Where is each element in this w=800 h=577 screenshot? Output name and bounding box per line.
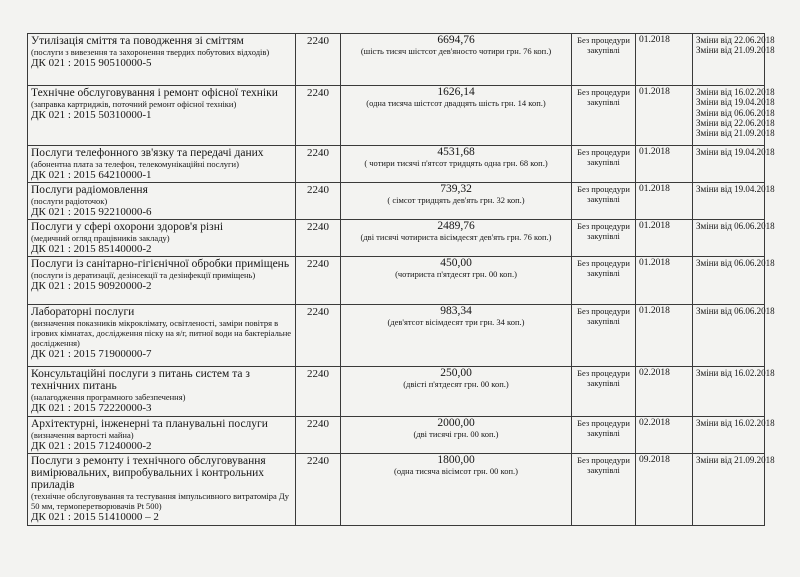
start-cell [636, 454, 693, 526]
dk-code: ДК 021 : 2015 71240000-2 [31, 440, 152, 452]
change-date: Зміни від 21.09.2018 [696, 455, 775, 465]
kekv-cell [296, 257, 341, 305]
amount-cell [341, 367, 572, 417]
service-name: Послуги з ремонту і технічного обслуговування вимірювальних, випробувальних і контрольних приладів [31, 455, 266, 491]
kekv-code: 2240 [307, 87, 329, 99]
amount-in-words: (дев'ятсот вісімдесят три грн. 34 коп.) [387, 317, 525, 327]
start-date: 01.2018 [639, 184, 670, 194]
service-name: Послуги телефонного зв'язку та передачі даних [31, 147, 264, 159]
service-cell [28, 367, 296, 417]
amount-in-words: (одна тисяча вісімсот грн. 00 коп.) [394, 466, 518, 476]
table-row [28, 146, 765, 183]
procedure-cell [572, 220, 636, 257]
service-name: Лабораторні послуги [31, 306, 135, 318]
amount-in-words: ( сімсот тридцять дев'ять грн. 32 коп.) [387, 195, 525, 205]
amount-value: 1800,00 [437, 454, 475, 466]
service-cell [28, 34, 296, 86]
changes-cell [693, 34, 775, 86]
kekv-cell [296, 305, 341, 367]
amount-value: 983,34 [440, 305, 472, 317]
amount-cell [341, 86, 572, 146]
procedure-type: Без процедури закупівлі [577, 306, 630, 326]
amount-value: 6694,76 [437, 34, 475, 46]
change-date: Зміни від 21.09.2018 [696, 128, 775, 139]
procedure-type: Без процедури закупівлі [577, 184, 630, 204]
kekv-code: 2240 [307, 306, 329, 318]
amount-cell [341, 146, 572, 183]
service-note: (визначення показників мікроклімату, освітленості, заміри повітря в ігрових кімнатах, дослідження піску на я/г, питної води на бактеріальне дослідження) [31, 318, 292, 348]
service-note: (послуги радіоточок) [31, 196, 108, 206]
changes-cell [693, 305, 775, 367]
dk-code: ДК 021 : 2015 92210000-6 [31, 206, 152, 218]
amount-value: 2000,00 [437, 417, 475, 429]
dk-code: ДК 021 : 2015 50310000-1 [31, 109, 152, 121]
service-note: (заправка картриджів, поточний ремонт офісної техніки) [31, 99, 237, 109]
changes-cell [693, 146, 775, 183]
amount-cell [341, 305, 572, 367]
procedure-type: Без процедури закупівлі [577, 147, 630, 167]
service-name: Послуги радіомовлення [31, 184, 148, 196]
changes-cell [693, 367, 775, 417]
changes-cell [693, 257, 775, 305]
change-date: Зміни від 19.04.2018 [696, 97, 775, 108]
kekv-cell [296, 146, 341, 183]
table-row [28, 454, 765, 526]
service-cell [28, 454, 296, 526]
procedure-type: Без процедури закупівлі [577, 87, 630, 107]
service-cell [28, 220, 296, 257]
start-cell [636, 86, 693, 146]
table-row [28, 220, 765, 257]
amount-in-words: (одна тисяча шістсот двадцять шість грн. 14 коп.) [366, 98, 546, 108]
procedure-type: Без процедури закупівлі [577, 418, 630, 438]
amount-cell [341, 34, 572, 86]
change-date: Зміни від 16.02.2018 [696, 368, 775, 378]
start-cell [636, 146, 693, 183]
table-row [28, 367, 765, 417]
change-date: Зміни від 06.06.2018 [696, 107, 775, 118]
amount-in-words: (дві тисячі грн. 00 коп.) [413, 429, 499, 439]
dk-code: ДК 021 : 2015 85140000-2 [31, 243, 152, 255]
change-date: Зміни від 22.06.2018 [696, 35, 775, 45]
change-date: Зміни від 06.06.2018 [696, 221, 775, 231]
start-cell [636, 220, 693, 257]
service-name: Технічне обслуговування і ремонт офісної техніки [31, 87, 278, 99]
dk-code: ДК 021 : 2015 72220000-3 [31, 402, 152, 414]
procedure-type: Без процедури закупівлі [577, 455, 630, 475]
procedure-cell [572, 305, 636, 367]
start-cell [636, 305, 693, 367]
changes-cell [693, 454, 775, 526]
kekv-code: 2240 [307, 368, 329, 380]
change-date: Зміни від 22.06.2018 [696, 117, 775, 128]
kekv-cell [296, 367, 341, 417]
service-cell [28, 417, 296, 454]
table-row [28, 183, 765, 220]
start-date: 02.2018 [639, 418, 670, 428]
start-date: 01.2018 [639, 35, 670, 45]
procedure-cell [572, 454, 636, 526]
change-date: Зміни від 06.06.2018 [696, 306, 775, 316]
service-note: (абонентна плата за телефон, телекомунікаційні послуги) [31, 159, 239, 169]
start-date: 01.2018 [639, 306, 670, 316]
service-note: (налагодження програмного забезпечення) [31, 392, 186, 402]
amount-cell [341, 183, 572, 220]
kekv-cell [296, 417, 341, 454]
table-row [28, 34, 765, 86]
dk-code: ДК 021 : 2015 90920000-2 [31, 280, 152, 292]
start-date: 01.2018 [639, 258, 670, 268]
amount-in-words: (чотириста п'ятдесят грн. 00 коп.) [395, 269, 517, 279]
start-date: 02.2018 [639, 368, 670, 378]
amount-in-words: ( чотири тисячі п'ятсот тридцять одна грн. 68 коп.) [364, 158, 548, 168]
procedure-type: Без процедури закупівлі [577, 368, 630, 388]
kekv-code: 2240 [307, 147, 329, 159]
start-date: 01.2018 [639, 87, 670, 97]
procedure-cell [572, 34, 636, 86]
table-row [28, 257, 765, 305]
change-date: Зміни від 16.02.2018 [696, 87, 775, 97]
amount-cell [341, 454, 572, 526]
amount-value: 2489,76 [437, 220, 475, 232]
start-date: 01.2018 [639, 221, 670, 231]
start-cell [636, 417, 693, 454]
kekv-code: 2240 [307, 184, 329, 196]
kekv-cell [296, 454, 341, 526]
changes-cell [693, 183, 775, 220]
dk-code: ДК 021 : 2015 71900000-7 [31, 348, 152, 360]
procedure-cell [572, 183, 636, 220]
kekv-code: 2240 [307, 455, 329, 467]
start-date: 09.2018 [639, 455, 670, 465]
procedure-type: Без процедури закупівлі [577, 35, 630, 55]
kekv-code: 2240 [307, 221, 329, 233]
kekv-code: 2240 [307, 258, 329, 270]
start-cell [636, 183, 693, 220]
change-date: Зміни від 19.04.2018 [696, 184, 775, 194]
service-cell [28, 86, 296, 146]
amount-value: 450,00 [440, 257, 472, 269]
table-row [28, 417, 765, 454]
kekv-cell [296, 220, 341, 257]
service-note: (технічне обслуговування та тестування імпульсивного витратоміра Ду 50 мм, термоперетворювачів Pt 500) [31, 491, 289, 511]
service-note: (послуги з вивезення та захоронення твердих побутових відходів) [31, 47, 270, 57]
amount-in-words: (шість тисяч шістсот дев'яносто чотири грн. 76 коп.) [360, 46, 552, 56]
amount-value: 1626,14 [437, 86, 475, 98]
change-date: Зміни від 21.09.2018 [696, 45, 775, 56]
kekv-cell [296, 34, 341, 86]
service-name: Утилізація сміття та поводження зі сміттям [31, 35, 244, 47]
changes-cell [693, 220, 775, 257]
service-name: Послуги у сфері охорони здоров'я різні [31, 221, 224, 233]
service-note: (послуги із дератизації, дезінсекції та дезінфекції приміщень) [31, 270, 256, 280]
kekv-code: 2240 [307, 418, 329, 430]
service-name: Послуги із санітарно-гігієнічної обробки приміщень [31, 258, 290, 270]
service-cell [28, 146, 296, 183]
start-cell [636, 257, 693, 305]
procedure-cell [572, 417, 636, 454]
start-cell [636, 367, 693, 417]
change-date: Зміни від 16.02.2018 [696, 418, 775, 428]
service-name: Консультаційні послуги з питань систем та з технічних питань [31, 368, 250, 392]
service-cell [28, 257, 296, 305]
kekv-cell [296, 183, 341, 220]
changes-cell [693, 86, 775, 146]
amount-in-words: (двісті п'ятдесят грн. 00 коп.) [403, 379, 509, 389]
dk-code: ДК 021 : 2015 64210000-1 [31, 169, 152, 181]
service-cell [28, 305, 296, 367]
service-note: (визначення вартості майна) [31, 430, 134, 440]
changes-cell [693, 417, 775, 454]
table-row [28, 86, 765, 146]
start-cell [636, 34, 693, 86]
procedure-cell [572, 86, 636, 146]
procedure-type: Без процедури закупівлі [577, 221, 630, 241]
service-cell [28, 183, 296, 220]
procedure-cell [572, 367, 636, 417]
amount-value: 250,00 [440, 367, 472, 379]
service-name: Архітектурні, інженерні та планувальні послуги [31, 418, 268, 430]
change-date: Зміни від 19.04.2018 [696, 147, 775, 157]
amount-in-words: (дві тисячі чотириста вісімдесят дев'ять грн. 76 коп.) [360, 232, 552, 242]
service-note: (медичний огляд працівників закладу) [31, 233, 170, 243]
amount-cell [341, 257, 572, 305]
dk-code: ДК 021 : 2015 90510000-5 [31, 57, 152, 69]
table-row [28, 305, 765, 367]
kekv-code: 2240 [307, 35, 329, 47]
change-date: Зміни від 06.06.2018 [696, 258, 775, 268]
amount-cell [341, 417, 572, 454]
procurement-table [27, 33, 775, 526]
kekv-cell [296, 86, 341, 146]
procedure-cell [572, 257, 636, 305]
procedure-cell [572, 146, 636, 183]
amount-cell [341, 220, 572, 257]
start-date: 01.2018 [639, 147, 670, 157]
dk-code: ДК 021 : 2015 51410000 – 2 [31, 511, 159, 523]
procedure-type: Без процедури закупівлі [577, 258, 630, 278]
amount-value: 739,32 [440, 183, 472, 195]
amount-value: 4531,68 [437, 146, 475, 158]
